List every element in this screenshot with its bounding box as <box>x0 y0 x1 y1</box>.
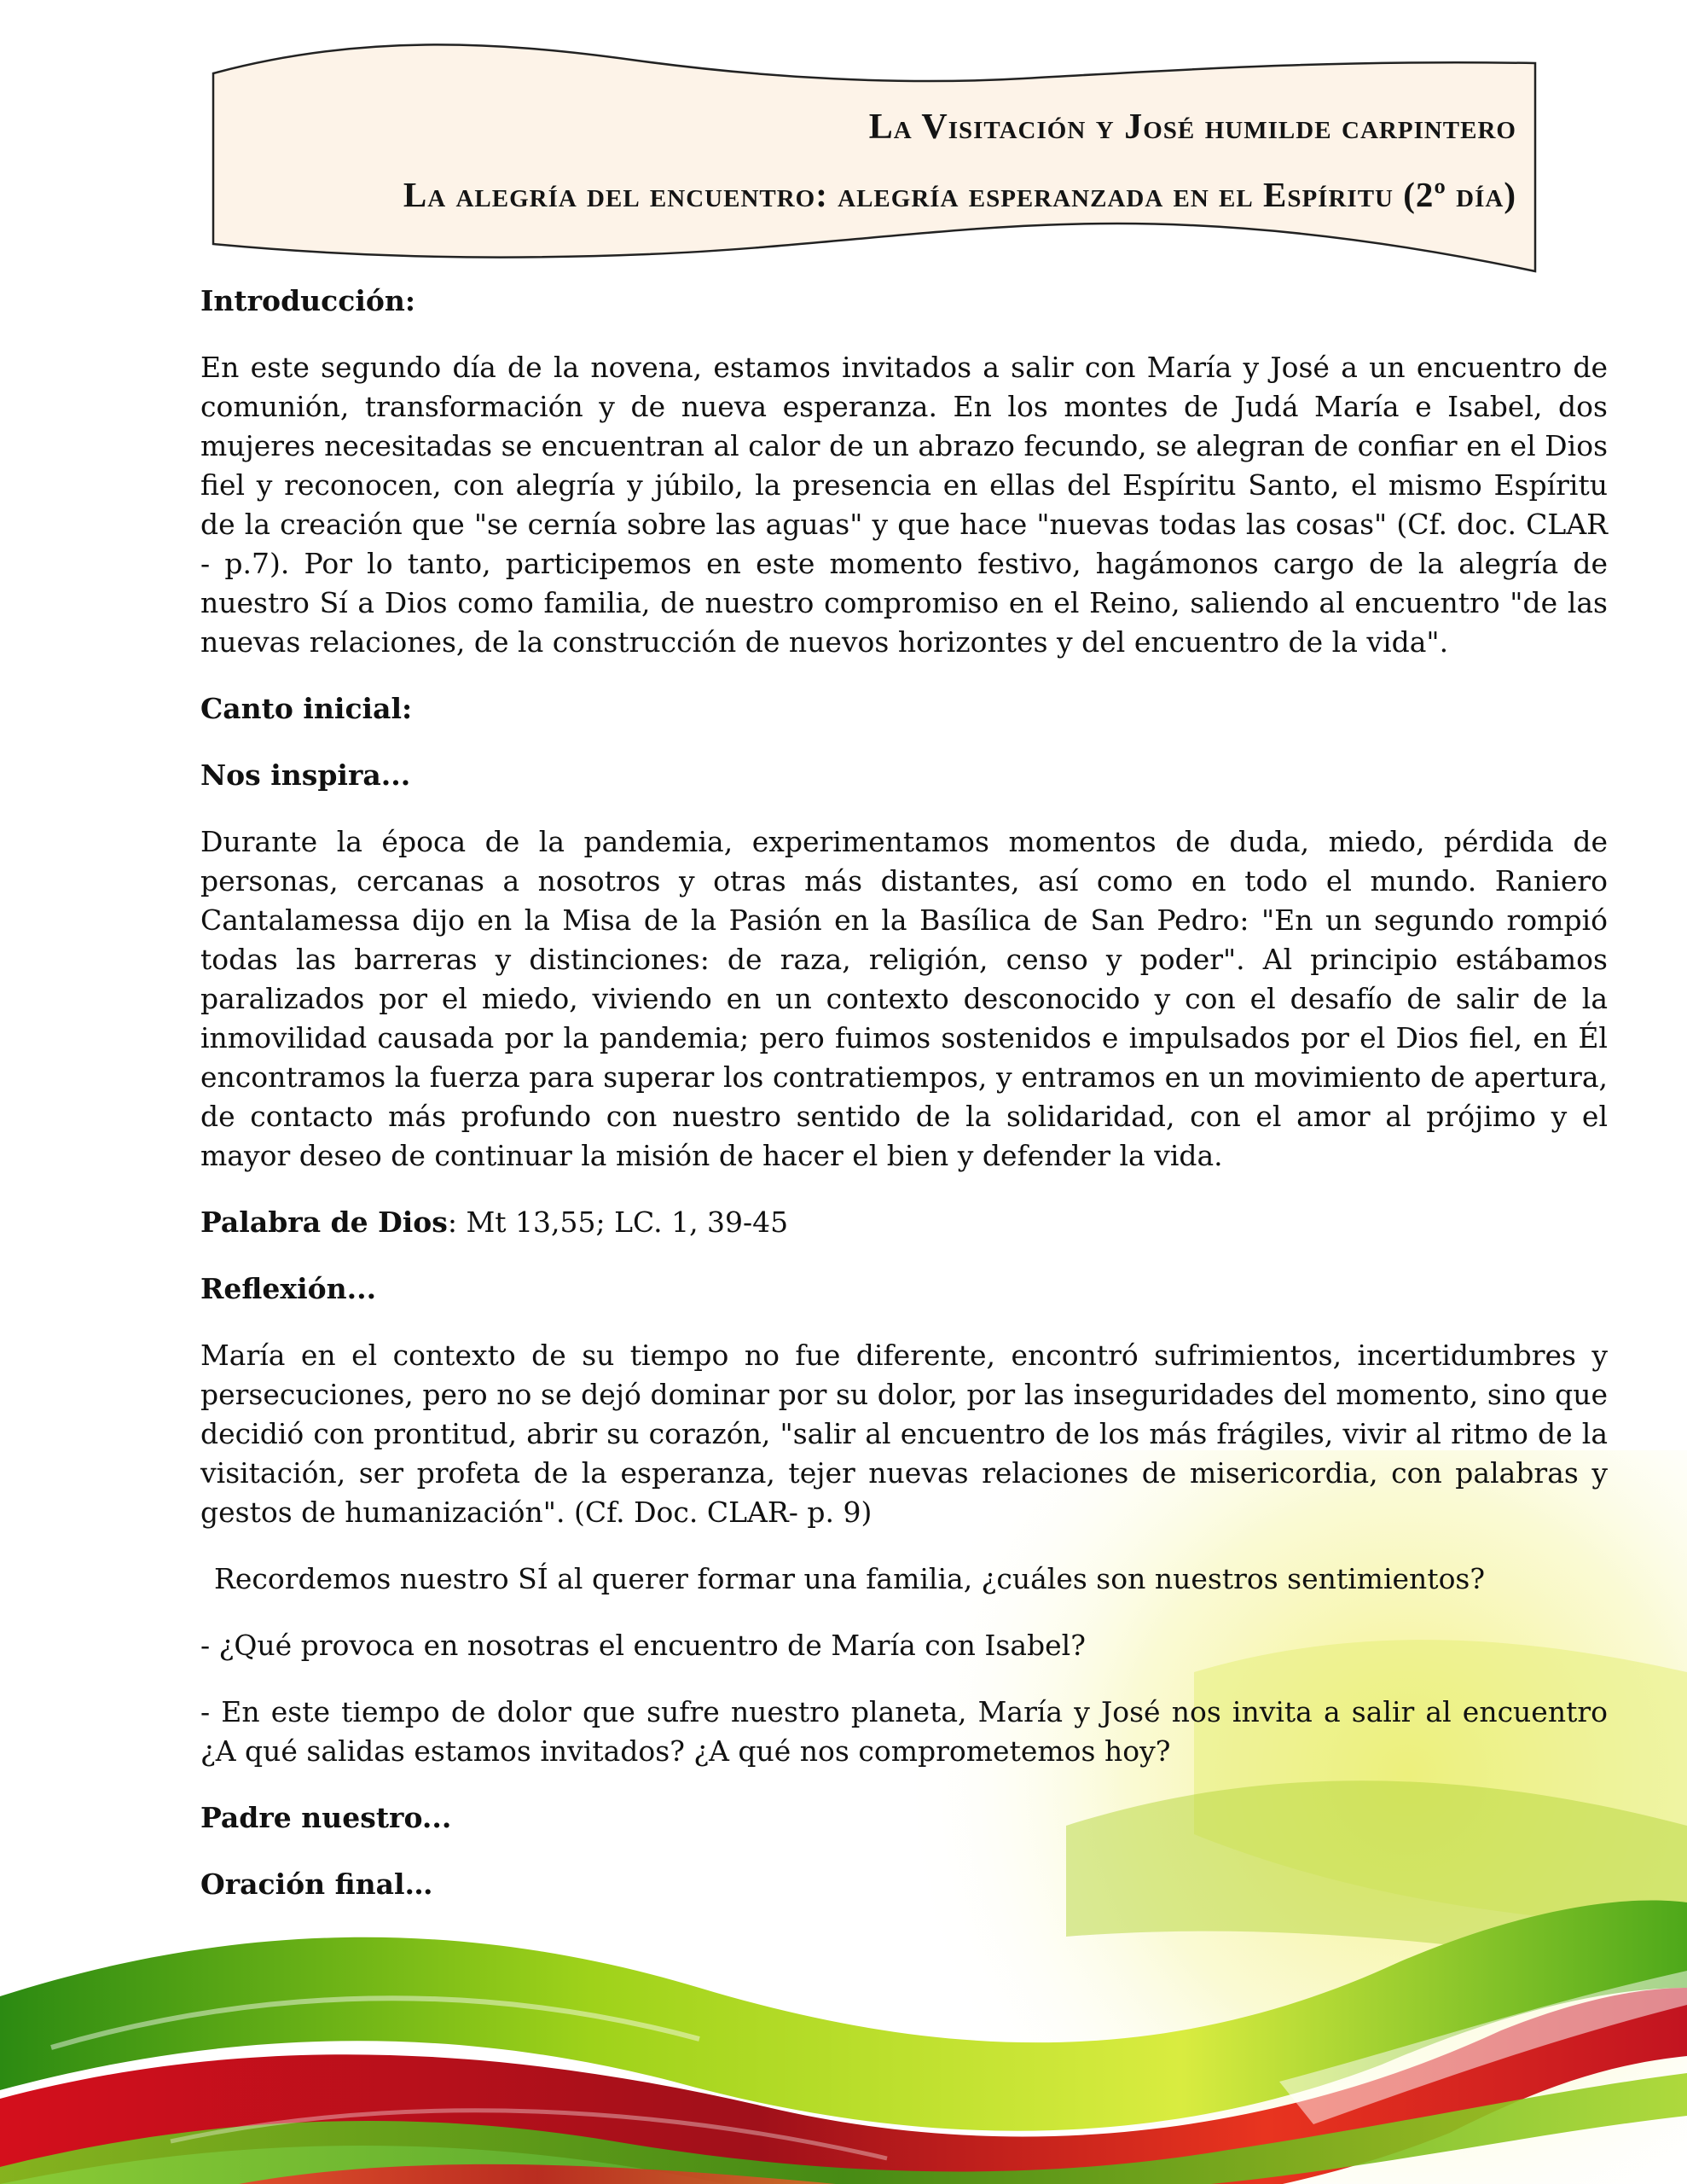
oracion-final-heading: Oración final… <box>200 1867 433 1901</box>
reflexion-paragraph: María en el contexto de su tiempo no fue diferente, encontró sufrimientos, incertidumbres y persecuciones, pero no se dejó dominar por su dolor, por las inseguridades del momento, sino que decidió con prontitud, abrir su corazón, "salir al encuentro de los más frágiles, vivir al ritmo de la visitación, ser profeta de la esperanza, tejer nuevas relaciones de misericordia, con palabras y gestos de humanización". (Cf. Doc. CLAR- p. 9) <box>200 1339 1608 1529</box>
question-1: Recordemos nuestro SÍ al querer formar una familia, ¿cuáles son nuestros sentimientos? <box>214 1562 1486 1595</box>
question-3: - En este tiempo de dolor que sufre nuestro planeta, María y José nos invita a salir al encuentro ¿A qué salidas estamos invitados? ¿A qué nos comprometemos hoy? <box>200 1695 1608 1768</box>
page-subtitle: La alegría del encuentro: alegría esperanzada en el Espíritu (2º día) <box>403 175 1516 214</box>
intro-heading: Introducción: <box>200 284 416 317</box>
question-2: - ¿Qué provoca en nosotras el encuentro de María con Isabel? <box>200 1629 1086 1662</box>
document-body <box>200 282 1608 1931</box>
inspira-heading: Nos inspira... <box>200 758 411 792</box>
page-title: La Visitación y José humilde carpintero <box>868 107 1516 147</box>
intro-paragraph: En este segundo día de la novena, estamos invitados a salir con María y José a un encuentro de comunión, transformación y de nueva esperanza. En los montes de Judá María e Isabel, dos mujeres necesitadas se encuentran al calor de un abrazo fecundo, se alegran de confiar en el Dios fiel y reconocen, con alegría y júbilo, la presencia en ellas del Espíritu Santo, el mismo Espíritu de la creación que "se cernía sobre las aguas" y que hace "nuevas todas las cosas" (Cf. doc. CLAR - p.7). Por lo tanto, participemos en este momento festivo, hagámonos cargo de la alegría de nuestro Sí a Dios como familia, de nuestro compromiso en el Reino, saliendo al encuentro "de las nuevas relaciones, de la construcción de nuevos horizontes y del encuentro de la vida". <box>200 351 1608 659</box>
reflexion-heading: Reflexión... <box>200 1272 377 1305</box>
palabra-line <box>200 1203 1608 1242</box>
canto-heading: Canto inicial: <box>200 692 413 725</box>
palabra-reference: : Mt 13,55; LC. 1, 39-45 <box>447 1205 789 1239</box>
padre-nuestro-heading: Padre nuestro... <box>200 1801 452 1834</box>
palabra-label: Palabra de Dios <box>200 1205 448 1239</box>
inspira-paragraph: Durante la época de la pandemia, experimentamos momentos de duda, miedo, pérdida de personas, cercanas a nosotros y otras más distantes, así como en todo el mundo. Raniero Cantalamessa dijo en la Misa de la Pasión en la Basílica de San Pedro: "En un segundo rompió todas las barreras y distinciones: de raza, religión, censo y poder". Al principio estábamos paralizados por el miedo, viviendo en un contexto desconocido y con el desafío de salir de la inmovilidad causada por la pandemia; pero fuimos sostenidos e impulsados por el Dios fiel, en Él encontramos la fuerza para superar los contratiempos, y entramos en un movimiento de apertura, de contacto más profundo con nuestro sentido de la solidaridad, con el amor al prójimo y el mayor deseo de continuar la misión de hacer el bien y defender la vida. <box>200 825 1608 1172</box>
